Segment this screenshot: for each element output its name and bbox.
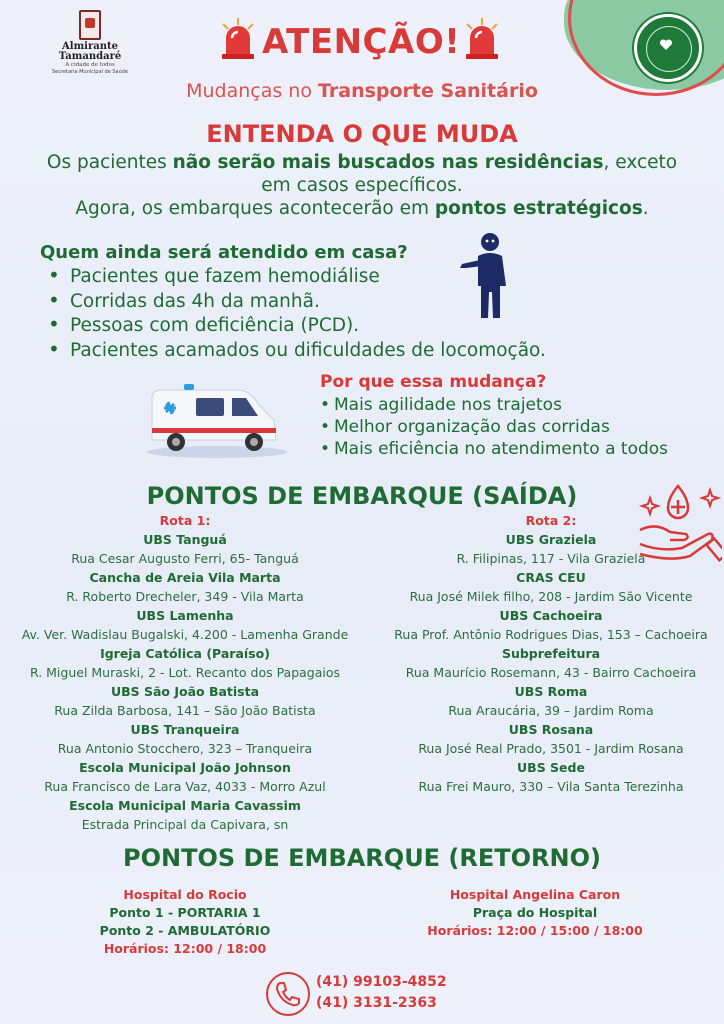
stop-name: UBS Lamenha [136, 608, 234, 623]
intro-line-2: em casos específicos. [261, 175, 463, 196]
list-item: • Mais eficiência no atendimento a todos [320, 438, 668, 460]
route-2 [378, 512, 724, 796]
subtitle-emphasis: Transporte Sanitário [318, 80, 538, 102]
phone-number[interactable]: (41) 99103-4852 [316, 974, 447, 990]
route-label: Rota 1: [159, 513, 211, 528]
list-item: • Pessoas com deficiência (PCD). [48, 313, 546, 338]
stop-address: Estrada Principal da Capivara, sn [81, 817, 289, 832]
home-service-title: Quem ainda será atendido em casa? [40, 242, 408, 263]
hospital-block [420, 886, 650, 940]
alert-title: ATENÇÃO! [262, 22, 461, 62]
logo-city-name: Almirante Tamandaré [58, 41, 122, 62]
stop-address: Rua José Milek filho, 208 - Jardim São Vicente [409, 589, 693, 604]
city-logo [40, 10, 140, 80]
city-logo-icon [79, 10, 101, 40]
contact-phones [316, 972, 447, 1014]
siren-icon [462, 16, 502, 60]
departure-title: PONTOS DE EMBARQUE (SAÍDA) [146, 482, 578, 510]
hospital-name: Hospital do Rocio [123, 887, 247, 902]
section-title: ENTENDA O QUE MUDA [206, 120, 518, 148]
stop-address: Rua Araucária, 39 – Jardim Roma [448, 703, 654, 718]
hospital-name: Hospital Angelina Caron [449, 887, 621, 902]
stop-address: Rua Antonio Stocchero, 323 – Tranqueira [57, 741, 313, 756]
hospital-hours: Horários: 12:00 / 18:00 [103, 941, 267, 956]
stop-address: Rua Francisco de Lara Vaz, 4033 - Morro Azul [44, 779, 326, 794]
hospital-hours: Horários: 12:00 / 15:00 / 18:00 [427, 923, 643, 938]
intro-line-1: Os pacientes não serão mais buscados nas residências, exceto [46, 152, 678, 173]
logo-slogan: A cidade de todos [65, 62, 115, 68]
stop-address: R. Miguel Muraski, 2 - Lot. Recanto dos Papagaios [29, 665, 341, 680]
why-list [320, 394, 668, 460]
stop-name: CRAS CEU [516, 570, 586, 585]
hospital-point: Ponto 2 - AMBULATÓRIO [99, 923, 271, 938]
stop-name: UBS Tanguá [143, 532, 227, 547]
route-1 [10, 512, 360, 834]
stop-name: UBS Roma [514, 684, 588, 699]
stop-name: UBS Cachoeira [499, 608, 603, 623]
hospital-point: Ponto 1 - PORTARIA 1 [109, 905, 261, 920]
hospital-point: Praça do Hospital [472, 905, 598, 920]
subtitle: Mudanças no Transporte Sanitário [186, 80, 538, 102]
list-item: • Mais agilidade nos trajetos [320, 394, 668, 416]
route-label: Rota 2: [525, 513, 577, 528]
municipal-badge-icon [634, 14, 702, 82]
list-item: • Pacientes que fazem hemodiálise [48, 264, 546, 289]
stop-name: Subprefeitura [501, 646, 601, 661]
stop-address: Rua José Real Prado, 3501 - Jardim Rosana [418, 741, 684, 756]
list-item: • Pacientes acamados ou dificuldades de locomoção. [48, 338, 546, 363]
stop-name: UBS Rosana [508, 722, 594, 737]
list-item: • Corridas das 4h da manhã. [48, 289, 546, 314]
return-title: PONTOS DE EMBARQUE (RETORNO) [123, 844, 601, 872]
stop-address: Rua Prof. Antônio Rodrigues Dias, 153 – Cachoeira [394, 627, 708, 642]
phone-icon [266, 972, 310, 1016]
stop-address: Av. Ver. Wadislau Bugalski, 4.200 - Lamenha Grande [21, 627, 349, 642]
stop-address: Rua Frei Mauro, 330 – Vila Santa Terezinha [418, 779, 684, 794]
person-icon [456, 230, 520, 320]
phone-number[interactable]: (41) 3131-2363 [316, 995, 437, 1011]
stop-name: Cancha de Areia Vila Marta [89, 570, 281, 585]
stop-name: UBS Tranqueira [130, 722, 240, 737]
stop-address: R. Filipinas, 117 - Vila Graziela [456, 551, 646, 566]
stop-name: UBS São João Batista [110, 684, 260, 699]
siren-icon [218, 16, 258, 60]
stop-name: UBS Graziela [505, 532, 597, 547]
stop-name: Escola Municipal João Johnson [79, 760, 291, 775]
intro-line-3: Agora, os embarques acontecerão em pontos estratégicos. [75, 198, 649, 219]
ambulance-icon [142, 380, 292, 460]
stop-name: Escola Municipal Maria Cavassim [69, 798, 301, 813]
hospital-block [90, 886, 280, 958]
stop-name: Igreja Católica (Paraíso) [100, 646, 270, 661]
stop-address: R. Roberto Drecheler, 349 - Vila Marta [66, 589, 304, 604]
stop-address: Rua Zilda Barbosa, 141 – São João Batista [54, 703, 316, 718]
logo-department: Secretaria Municipal de Saúde [51, 69, 129, 75]
stop-address: Rua Cesar Augusto Ferri, 65- Tanguá [71, 551, 299, 566]
why-title: Por que essa mudança? [320, 372, 547, 392]
stop-name: UBS Sede [517, 760, 585, 775]
stop-address: Rua Maurício Rosemann, 43 - Bairro Cachoeira [405, 665, 697, 680]
list-item: • Melhor organização das corridas [320, 416, 668, 438]
